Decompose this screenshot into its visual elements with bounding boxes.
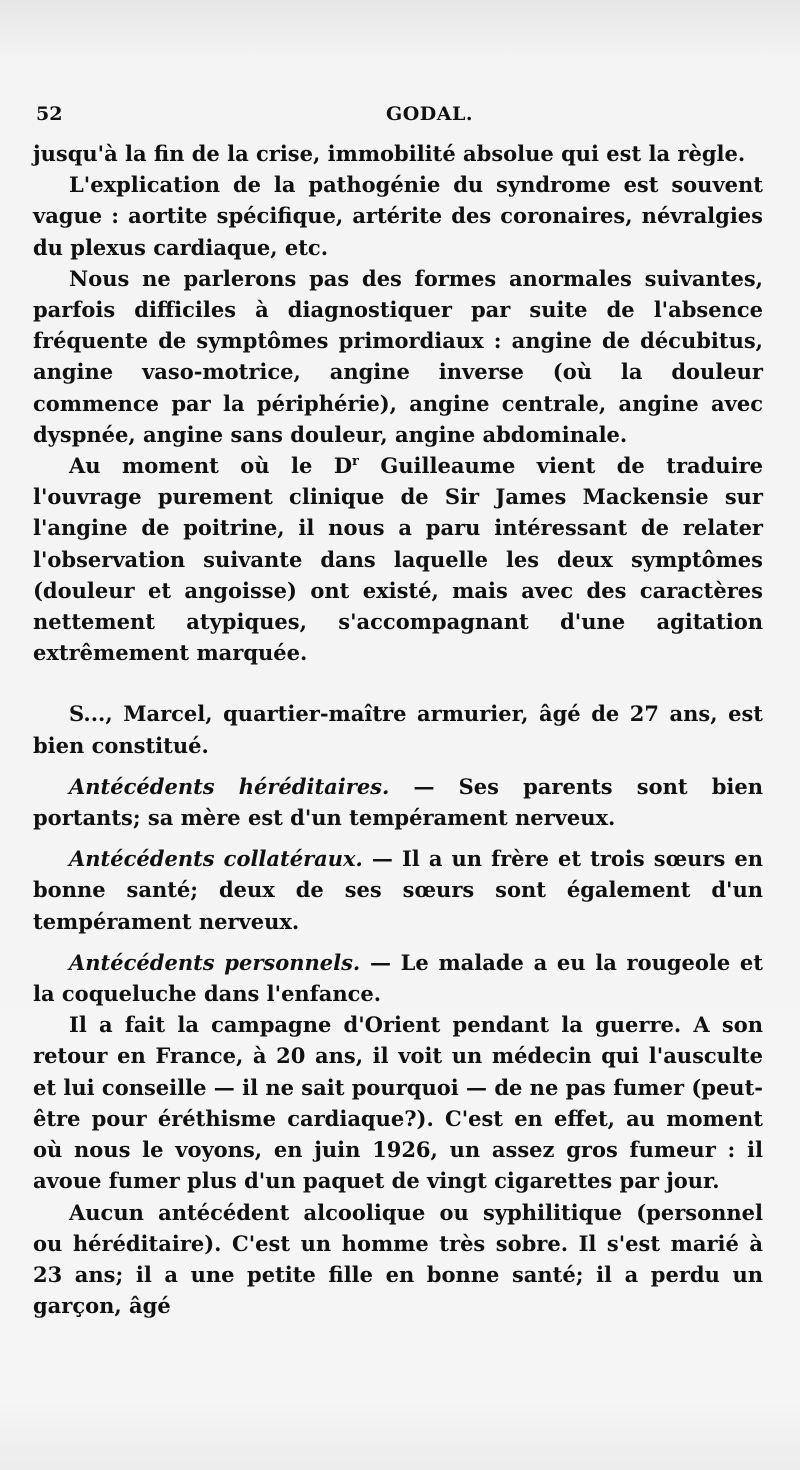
- run-in-heading-collateral: Antécédents collatéraux.: [69, 846, 363, 872]
- running-title: GODAL.: [386, 103, 473, 125]
- body-text: [33, 138, 763, 1321]
- intro-text-after: Guilleaume vient de traduire l'ouvrage purement clinique de Sir James Mackensie sur l'angine de poitrine, il nous a paru intéressant de relater l'observation suivante dans laquelle les deux symptômes (douleur et angoisse) ont existé, mais avec des caractères nettement atypiques, s'accompagnant d'une agitation extrêmement marquée.: [33, 453, 763, 666]
- run-in-heading-hereditary: Antécédents héréditaires.: [69, 773, 390, 799]
- doctor-abbrev-superscript: r: [352, 454, 359, 470]
- paragraph-pathogeny: L'explication de la pathogénie du syndrome est souvent vague : aortite spécifique, artérite des coronaires, névralgies du plexus cardiaque, etc.: [33, 172, 763, 260]
- paragraph-patient: S..., Marcel, quartier-maître armurier, âgé de 27 ans, est bien constitué.: [33, 701, 763, 758]
- collateral-text: — Il a un frère et trois sœurs en bonne santé; deux de ses sœurs sont également d'un tempérament nerveux.: [33, 846, 764, 934]
- page-number: 52: [36, 103, 63, 125]
- paragraph-continuation: jusqu'à la fin de la crise, immobilité absolue qui est la règle.: [33, 141, 746, 166]
- paragraph-introduction: [33, 450, 763, 668]
- paragraph-hereditary: [33, 771, 763, 833]
- hereditary-text: — Ses parents sont bien portants; sa mère est d'un tempérament nerveux.: [33, 773, 763, 831]
- paragraph-collateral: [33, 843, 763, 937]
- paragraph-campaign: Il a fait la campagne d'Orient pendant la guerre. A son retour en France, à 20 ans, il voit un médecin qui l'ausculte et lui conseille — il ne sait pourquoi — de ne pas fumer (peut-être pour éréthisme cardiaque?). C'est en effet, au moment où nous le voyons, en juin 1926, un assez gros fumeur : il avoue fumer plus d'un paquet de vingt cigarettes par jour.: [33, 1012, 763, 1194]
- paragraph-antecedents: Aucun antécédent alcoolique ou syphilitique (personnel ou héréditaire). C'est un homme très sobre. Il s'est marié à 23 ans; il a une petite fille en bonne santé; il a perdu un garçon, âgé: [33, 1199, 763, 1319]
- run-in-heading-personal: Antécédents personnels.: [69, 949, 361, 975]
- running-head: [36, 103, 776, 131]
- paragraph-personal: [33, 947, 763, 1009]
- personal-text: — Le malade a eu la rougeole et la coqueluche dans l'enfance.: [33, 949, 763, 1007]
- paragraph-abnormal-forms: Nous ne parlerons pas des formes anormales suivantes, parfois difficiles à diagnostiquer par suite de l'absence fréquente de symptômes primordiaux : angine de décubitus, angine vaso-motrice, angine inverse (où la douleur commence par la périphérie), angine centrale, angine avec dyspnée, angine sans douleur, angine abdominale.: [33, 265, 763, 447]
- intro-text-before: Au moment où le D: [69, 453, 353, 479]
